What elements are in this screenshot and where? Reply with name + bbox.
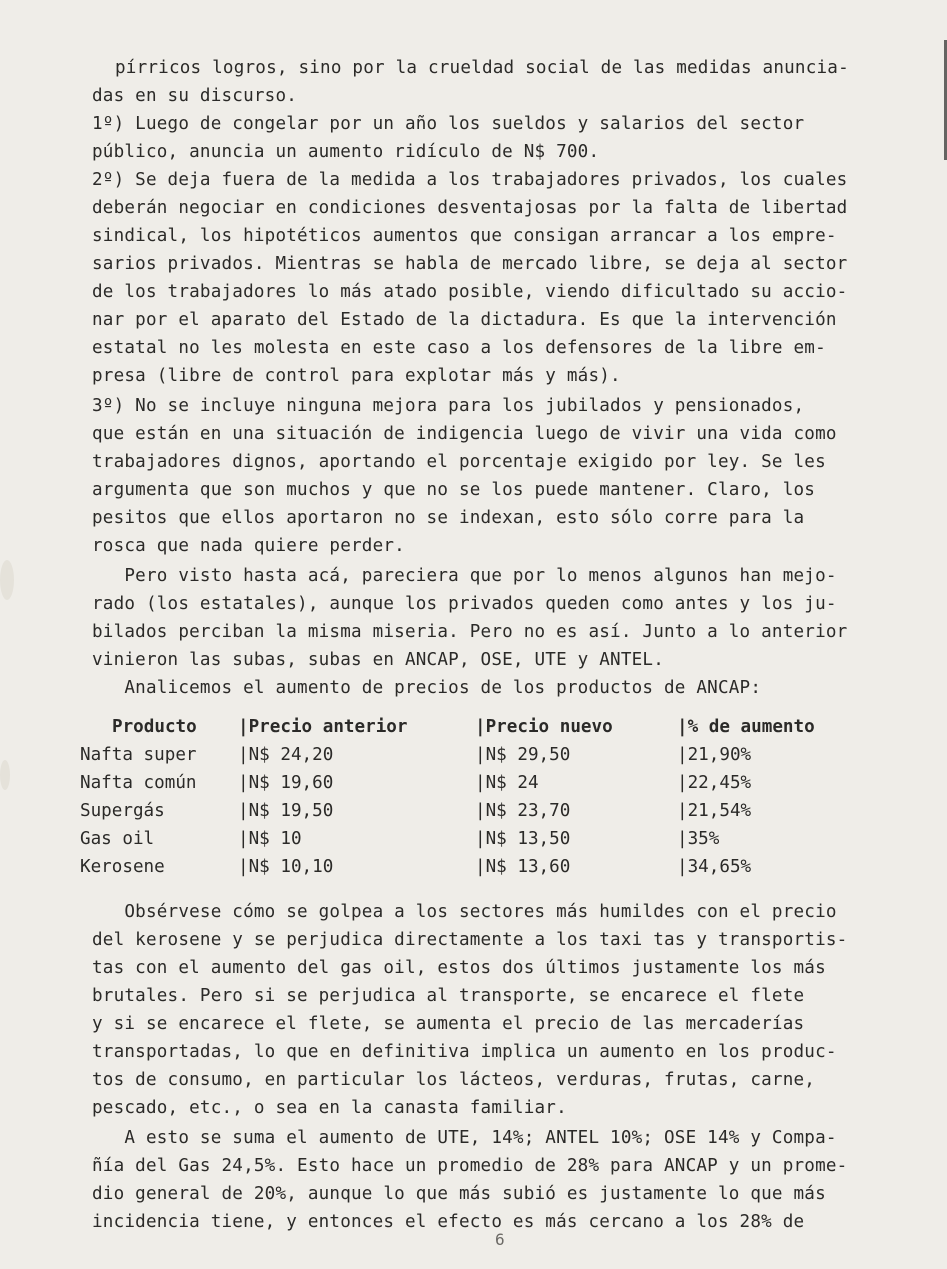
text-line: ñía del Gas 24,5%. Esto hace un promedio de 28% para ANCAP y un prome- [92,1156,848,1176]
text-line: trabajadores dignos, aportando el porcentaje exigido por ley. Se les [92,452,826,472]
text-line: bilados perciban la misma miseria. Pero no es así. Junto a lo anterior [92,622,848,642]
text-line: pescado, etc., o sea en la canasta familiar. [92,1098,567,1118]
text-line: pírricos logros, sino por la crueldad social de las medidas anuncia- [115,58,849,78]
cell-precio-nuevo: |N$ 23,70 [475,801,571,821]
text-line: estatal no les molesta en este caso a los defensores de la libre em- [92,338,826,358]
text-line: deberán negociar en condiciones desventajosas por la falta de libertad [92,198,848,218]
header-precio-nuevo: |Precio nuevo [475,717,613,737]
text-line: 1º) Luego de congelar por un año los sueldos y salarios del sector [92,114,805,134]
cell-precio-nuevo: |N$ 29,50 [475,745,571,765]
table-row [80,853,880,881]
text-line: 3º) No se incluye ninguna mejora para los jubilados y pensionados, [92,396,805,416]
cell-precio-nuevo: |N$ 13,50 [475,829,571,849]
cell-producto: Supergás [80,801,165,821]
text-line: dio general de 20%, aunque lo que más subió es justamente lo que más [92,1184,826,1204]
table-row [80,825,880,853]
text-line: incidencia tiene, y entonces el efecto es más cercano a los 28% de [92,1212,805,1232]
text-line: transportadas, lo que en definitiva implica un aumento en los produc- [92,1042,837,1062]
table-header-row [80,713,880,741]
text-line: tos de consumo, en particular los lácteos, verduras, frutas, carne, [92,1070,816,1090]
cell-producto: Nafta super [80,745,197,765]
text-line: que están en una situación de indigencia luego de vivir una vida como [92,424,837,444]
table-row [80,741,880,769]
text-line: rado (los estatales), aunque los privados queden como antes y los ju- [92,594,837,614]
text-line: brutales. Pero si se perjudica al transporte, se encarece el flete [92,986,805,1006]
text-line: argumenta que son muchos y que no se los puede mantener. Claro, los [92,480,816,500]
text-line: tas con el aumento del gas oil, estos dos últimos justamente los más [92,958,826,978]
text-line: del kerosene y se perjudica directamente a los taxi tas y transportis- [92,930,848,950]
text-line: pesitos que ellos aportaron no se indexan, esto sólo corre para la [92,508,805,528]
text-line: A esto se suma el aumento de UTE, 14%; ANTEL 10%; OSE 14% y Compa- [92,1128,837,1148]
cell-aumento: |21,54% [677,801,752,821]
cell-precio-anterior: |N$ 10 [238,829,302,849]
text-line: Pero visto hasta acá, pareciera que por lo menos algunos han mejo- [92,566,837,586]
paper-stain [0,560,14,600]
cell-aumento: |35% [677,829,720,849]
page-number: 6 [495,1230,505,1249]
text-line: de los trabajadores lo más atado posible, viendo dificultado su accio- [92,282,848,302]
cell-precio-anterior: |N$ 19,50 [238,801,334,821]
paper-stain [0,760,10,790]
header-producto: Producto [112,717,197,737]
cell-precio-anterior: |N$ 10,10 [238,857,334,877]
text-line: das en su discurso. [92,86,298,106]
text-line: y si se encarece el flete, se aumenta el precio de las mercaderías [92,1014,805,1034]
text-line: sindical, los hipotéticos aumentos que consigan arrancar a los empre- [92,226,837,246]
cell-precio-nuevo: |N$ 24 [475,773,539,793]
cell-producto: Kerosene [80,857,165,877]
cell-aumento: |22,45% [677,773,752,793]
cell-aumento: |21,90% [677,745,752,765]
cell-precio-nuevo: |N$ 13,60 [475,857,571,877]
header-aumento: |% de aumento [677,717,815,737]
cell-producto: Nafta común [80,773,197,793]
table-row [80,769,880,797]
table-row [80,797,880,825]
text-line: vinieron las subas, subas en ANCAP, OSE, UTE y ANTEL. [92,650,664,670]
cell-producto: Gas oil [80,829,155,849]
text-line: público, anuncia un aumento ridículo de N$ 700. [92,142,600,162]
text-line: sarios privados. Mientras se habla de mercado libre, se deja al sector [92,254,848,274]
cell-precio-anterior: |N$ 24,20 [238,745,334,765]
text-line: presa (libre de control para explotar más y más). [92,366,621,386]
text-line: nar por el aparato del Estado de la dictadura. Es que la intervención [92,310,837,330]
table-intro: Analicemos el aumento de precios de los productos de ANCAP: [92,678,762,698]
text-line: rosca que nada quiere perder. [92,536,405,556]
text-line: 2º) Se deja fuera de la medida a los trabajadores privados, los cuales [92,170,848,190]
cell-precio-anterior: |N$ 19,60 [238,773,334,793]
text-line: Obsérvese cómo se golpea a los sectores más humildes con el precio [92,902,837,922]
cell-aumento: |34,65% [677,857,752,877]
header-precio-anterior: |Precio anterior [238,717,408,737]
